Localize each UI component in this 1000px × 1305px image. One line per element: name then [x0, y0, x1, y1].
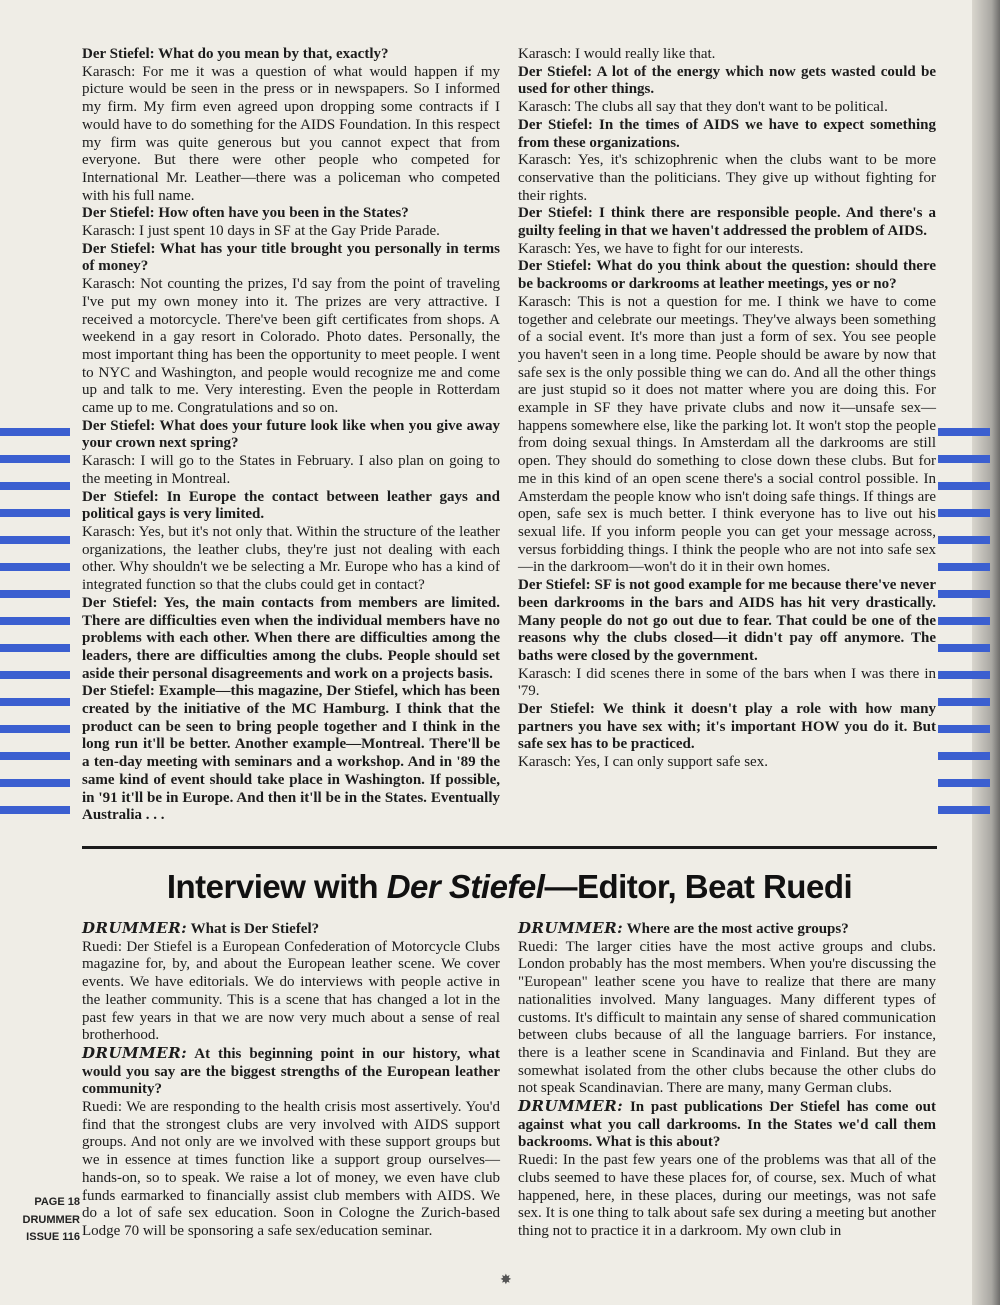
drummer-question [82, 920, 500, 939]
editor-answer: Ruedi: In the past few years one of the problems was that all of the clubs seemed to have these places for, of course, sex. Much of what happened, here, in these places, during our meetings, was not safe sex. It is one thing to talk about safe sex during a meeting but another thing not to practice it in a darkroom. My own club in [518, 1152, 936, 1239]
page-folio [4, 1194, 80, 1247]
interview-question: Der Stiefel: I think there are responsible people. And there's a guilty feeling in that we haven't addressed the problem of AIDS. [518, 205, 936, 240]
interview-question: Der Stiefel: What do you mean by that, exactly? [82, 46, 389, 62]
interview-question: Der Stiefel: In Europe the contact between leather gays and political gays is very limited. [82, 488, 500, 523]
interview-answer: Karasch: This is not a question for me. I think we have to come together and celebrate our meetings. They've always been something of a social event. It's more than just a form of sex. You see people you haven't seen in a long time. People should be aware by now that safe sex is the only possible thing we can do. And all the other things are just stupid so it does not matter where you are doing this. For example in SF they have private clubs and now it—unsafe sex—happens somewhere else, like the parking lot. It won't stop the people from doing sexual things. In Amsterdam all the darkrooms are still open. They should do something to close down these clubs. But for me in this kind of an open scene there's a social control possible. In Amsterdam the people know who isn't doing safe things. If things are open, safe sex is much better. I think everyone has to live out his sexual life. If you inform people you can get your message across, versus forbidding things. I think the people who are not into safe sex—in the darkroom—won't do it in their own homes. [518, 293, 936, 576]
right-stripe-decoration [938, 428, 990, 814]
drummer-label: DRUMMER: [82, 919, 188, 937]
editor-interview-column-2 [518, 920, 936, 1241]
question-text: What is Der Stiefel? [187, 921, 320, 937]
interview-answer: Karasch: For me it was a question of what would happen if my picture would be seen in the press or in newspapers. So I informed my firm. My firm even agreed upon dropping some contracts if I would have to do something for the AIDS Foundation. In this respect my firm was quite generous but you cannot expect that from everyone. But there were other people who competed for International Mr. Leather—there was a policeman who competed with his full name. [82, 63, 500, 204]
interview-question: Der Stiefel: What do you think about the question: should there be backrooms or darkrooms at leather meetings, yes or no? [518, 258, 936, 293]
drummer-question [518, 1098, 936, 1152]
interview-answer: Karasch: I will go to the States in February. I also plan on going to the meeting in Montreal. [82, 453, 500, 487]
editor-interview-column-1 [82, 920, 500, 1241]
interview-question: Der Stiefel: We think it doesn't play a role with how many partners you have sex with; it's important HOW you do it. But safe sex has to be practiced. [518, 701, 936, 753]
folio-page-number: PAGE 18 [34, 1196, 80, 1208]
editor-answer: Ruedi: Der Stiefel is a European Confederation of Motorcycle Clubs magazine for, by, and about the European leather scene. We cover events. We have editorials. We do interviews with people active in the leather community. This is a scene that has changed a lot in the past few years in that we are now very much about a sense of real brotherhood. [82, 938, 500, 1044]
interview-question: Der Stiefel: How often have you been in the States? [82, 205, 409, 222]
interview-column-2 [518, 46, 936, 772]
interview-answer: Karasch: I just spent 10 days in SF at the Gay Pride Parade. [82, 223, 440, 240]
folio-issue: ISSUE 116 [26, 1231, 80, 1244]
left-stripe-decoration [0, 428, 70, 814]
drummer-label: DRUMMER: [518, 1097, 624, 1116]
question-text: Where are the most active groups? [623, 921, 849, 937]
interview-answer: Karasch: I would really like that. [518, 46, 716, 62]
interview-answer: Karasch: Yes, I can only support safe sex. [518, 754, 768, 771]
interview-answer: Karasch: The clubs all say that they don't want to be political. [518, 99, 888, 116]
editor-answer: Ruedi: We are responding to the health crisis most assertively. You'd find that the strongest clubs are very involved with AIDS support groups. And not only are we involved with these support groups but we in essence at times function like a support group ourselves—hands-on, so to speak. We raise a lot of money, we even have club funds earmarked to financially assist club members with AIDS. We do a lot of safe sex education. Soon in Cologne the Zurich-based Lodge 70 will be sponsoring a safe sex/education seminar. [82, 1099, 500, 1239]
drummer-label: DRUMMER: [82, 1043, 188, 1062]
section-divider [82, 846, 937, 849]
question-text: At this beginning point in our history, what would you say are the biggest strengths of the European leather community? [82, 1045, 500, 1098]
interview-question: Der Stiefel: SF is not good example for me because there've never been darkrooms in the bars and AIDS has hit very drastically. Many people do not go out due to fear. That could be one of the reasons why the clubs closed—it didn't pay off anymore. The baths were closed by the government. [518, 577, 936, 664]
headline-part-1: Interview with [166, 868, 387, 905]
interview-question: Der Stiefel: Example—this magazine, Der Stiefel, which has been created by the initiative of the MC Hamburg. I think that the product can be seen to bring people together and I think in the long run it'll be better. Another example—Montreal. There'll be a ten-day meeting with seminars and a workshop. And in '89 the same kind of event should take place in Washington. If possible, in '91 it'll be in Europe. And then it'll be in the States. Eventually Australia . . . [82, 683, 500, 824]
drummer-question [82, 1045, 500, 1099]
drummer-question [518, 920, 936, 939]
question-text: In past publications Der Stiefel has come out against what you call darkrooms. In the States we'd call them backrooms. What is this about? [518, 1099, 936, 1151]
folio-magazine: DRUMMER [22, 1213, 80, 1226]
interview-question: Der Stiefel: A lot of the energy which now gets wasted could be used for other things. [518, 63, 936, 98]
editor-answer: Ruedi: The larger cities have the most active groups and clubs. London probably has the most members. When you're discussing the "European" leather scene you have to realize that there are many nationalities involved. Many languages. Many different types of customs. It's difficult to maintain any sense of shared communication between clubs because of all the language barriers. For instance, there is a leather scene in Scandinavia and Finland. But they are somewhat isolated from the other clubs because the other clubs do not speak Scandinavian. There are many, many German clubs. [518, 938, 936, 1097]
interview-answer: Karasch: I did scenes there in some of the bars when I was there in '79. [518, 665, 936, 700]
article-headline [82, 868, 937, 906]
interview-column-1 [82, 46, 500, 825]
interview-question: Der Stiefel: In the times of AIDS we have to expect something from these organizations. [518, 116, 936, 151]
registration-mark-icon: ✸ [500, 1273, 512, 1288]
interview-answer: Karasch: Yes, it's schizophrenic when the clubs want to be more conservative than the politicians. They give up without fighting for their rights. [518, 152, 936, 204]
interview-answer: Karasch: Yes, we have to fight for our interests. [518, 240, 804, 257]
interview-answer: Karasch: Not counting the prizes, I'd say from the point of traveling I've put my own money into it. The prizes are very attractive. I received a motorcycle. There've been gift certificates from shops. A weekend in a gay resort in Colorado. Photo dates. Personally, the most important thing has been the opportunity to meet people. I went to NYC and Washington, and people would recognize me and come up and talk to me. Very interesting. Even the people in Rotterdam came up to me. Congratulations and so on. [82, 276, 500, 417]
interview-answer: Karasch: Yes, but it's not only that. Within the structure of the leather organizations, the leather clubs, they're just not dealing with each other. Why shouldn't we be selecting a Mr. Europe who has a kind of integrated function so that the clubs could get in contact? [82, 523, 500, 594]
interview-question: Der Stiefel: What does your future look like when you give away your crown next spring? [82, 417, 500, 452]
headline-part-3: —Editor, Beat Ruedi [544, 868, 853, 905]
headline-magazine-name: Der Stiefel [386, 868, 545, 905]
interview-question: Der Stiefel: What has your title brought you personally in terms of money? [82, 240, 500, 275]
drummer-label: DRUMMER: [518, 919, 624, 937]
interview-question: Der Stiefel: Yes, the main contacts from members are limited. There are difficulties even when the individual members have no problems with each other. When there are difficulties among the leaders, there are difficulties among the clubs. People should set aside their personal disagreements and work on a projects basis. [82, 594, 500, 682]
